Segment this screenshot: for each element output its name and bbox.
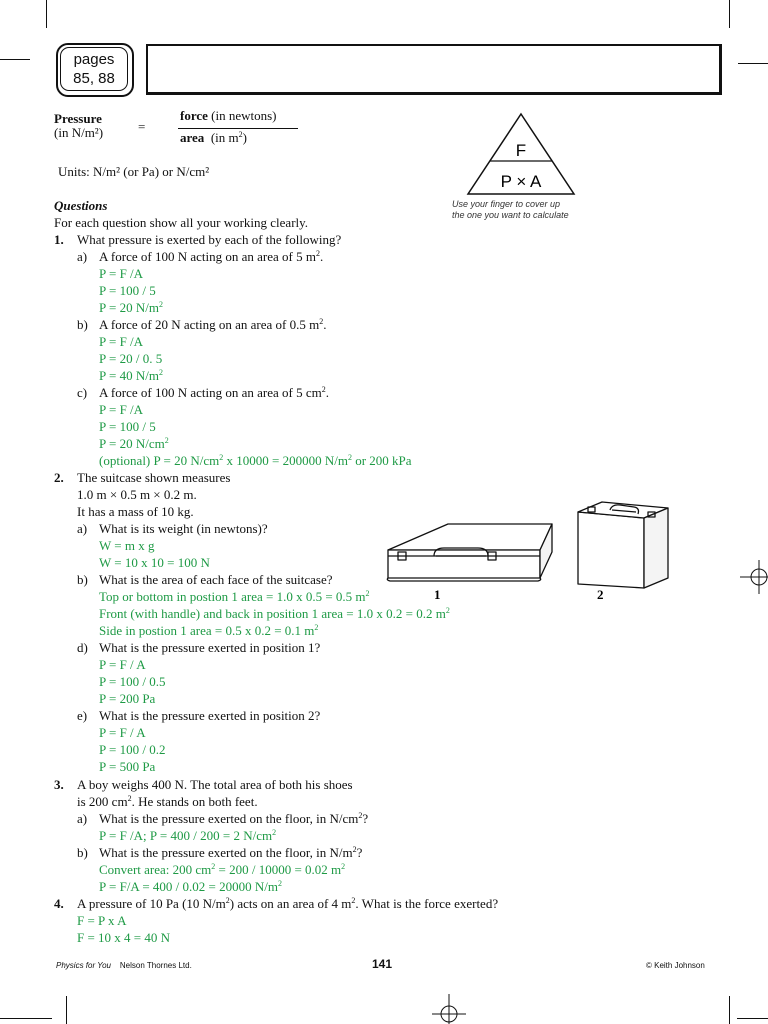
q4-sup-2: 2	[351, 896, 356, 905]
units-line: Units: N/m² (or Pa) or N/cm²	[58, 164, 210, 179]
q2d-ans-3: P = 200 Pa	[99, 691, 156, 706]
suitcase-label-1: 1	[434, 587, 441, 602]
q2e-ans-3: P = 500 Pa	[99, 759, 156, 774]
q1a-label: a)	[77, 249, 88, 264]
crop-mark-top-left-h	[0, 59, 30, 60]
crop-mark-bottom-left-v	[66, 996, 67, 1024]
q4-ans-1: F = P x A	[77, 913, 127, 928]
crop-mark-top-left-v	[46, 0, 47, 28]
triangle-caption	[452, 199, 569, 221]
q2b-ans-3-main: Side in postion 1 area = 0.5 x 0.2 = 0.1 m	[99, 623, 315, 638]
q1a-text-main: A force of 100 N acting on an area of 5 m	[99, 249, 316, 264]
triangle-bottom-text: P × A	[500, 172, 542, 191]
q1a-ans-1: P = F /A	[99, 266, 144, 281]
q2-dims: 1.0 m × 0.5 m × 0.2 m.	[77, 487, 197, 502]
q1c-opt-sup-2: 2	[347, 453, 352, 462]
q3a-ans-main: P = F /A; P = 400 / 200 = 2 N/cm	[99, 828, 273, 843]
q3a-text-main: What is the pressure exerted on the floor, in N/cm	[99, 811, 359, 826]
q3-number: 3.	[54, 777, 64, 792]
q2e-label: e)	[77, 708, 88, 723]
triangle-caption-1: Use your finger to cover up	[452, 199, 561, 209]
footer-publisher: Nelson Thornes Ltd.	[119, 961, 192, 970]
q1c-ans-3-sup: 2	[164, 436, 169, 445]
q1c-opt-1: (optional) P = 20 N/cm	[99, 453, 220, 468]
denominator-unit: (in m	[210, 130, 239, 145]
formula-numerator	[180, 107, 277, 124]
q1a-ans-3-main: P = 20 N/m	[99, 300, 159, 315]
crop-mark-bottom-right-v	[729, 996, 730, 1024]
page-number: 141	[372, 957, 393, 971]
q1c-ans-2: P = 100 / 5	[99, 419, 156, 434]
q3b-text-end: ?	[356, 845, 363, 860]
q3-text: A boy weighs 400 N. The total area of both his shoes	[77, 777, 353, 792]
numerator-unit: (in newtons)	[211, 108, 277, 123]
q3b-ans-1b: = 200 / 10000 = 0.02 m	[215, 862, 342, 877]
q2b-ans-2-main: Front (with handle) and back in position 1 area = 1.0 x 0.2 = 0.2 m	[99, 606, 446, 621]
q3-text-2-sup: 2	[127, 794, 132, 803]
registration-mark-right	[740, 560, 768, 594]
suitcase-illustrations	[382, 498, 692, 608]
registration-mark-bottom	[432, 994, 466, 1024]
pages-label	[60, 50, 128, 88]
q3b-ans-1a: Convert area: 200 cm	[99, 862, 212, 877]
pages-label-line1: pages	[73, 51, 115, 68]
q2d-label: d)	[77, 640, 88, 655]
q4-sup-1: 2	[225, 896, 230, 905]
suitcase-label-2: 2	[597, 587, 604, 602]
q2d-ans-1: P = F / A	[99, 657, 146, 672]
q2a-text: What is its weight (in newtons)?	[99, 521, 268, 536]
q2d-text: What is the pressure exerted in position 1?	[99, 640, 321, 655]
crop-mark-bottom-left-h	[0, 1018, 52, 1019]
footer-left	[56, 961, 192, 970]
q4-text-b: ) acts on an area of 4 m	[229, 896, 352, 911]
q3a-sup: 2	[358, 811, 363, 820]
q1c-label: c)	[77, 385, 88, 400]
q2-mass: It has a mass of 10 kg.	[77, 504, 194, 519]
suitcase-position-1	[387, 524, 552, 581]
q3a-label: a)	[77, 811, 88, 826]
crop-mark-top-right-h	[738, 63, 768, 64]
q3a-ans	[99, 827, 276, 844]
q1b-ans-2: P = 20 / 0. 5	[99, 351, 163, 366]
q1b-text	[99, 316, 326, 333]
q3b-ans-1	[99, 861, 345, 878]
pressure-label: Pressure	[54, 111, 102, 126]
q1a-ans-2: P = 100 / 5	[99, 283, 156, 298]
q4-text-a: A pressure of 10 Pa (10 N/m	[77, 896, 226, 911]
q1b-text-main: A force of 20 N acting on an area of 0.5 m	[99, 317, 320, 332]
q2b-ans-1	[99, 588, 370, 605]
formula-equals: =	[138, 119, 146, 134]
triangle-caption-2: the one you want to calculate	[452, 210, 569, 220]
q1a-text-end: .	[319, 249, 324, 264]
q4-text-c: . What is the force exerted?	[355, 896, 499, 911]
q1a-ans-3-sup: 2	[158, 300, 163, 309]
q1c-opt-sup-1: 2	[219, 453, 224, 462]
q2a-ans-1: W = m x g	[99, 538, 155, 553]
questions-heading: Questions	[54, 198, 108, 213]
q3-text-2	[77, 793, 258, 810]
title-box	[146, 44, 722, 95]
q3b-text-main: What is the pressure exerted on the floor, in N/m	[99, 845, 353, 860]
q2b-ans-1-main: Top or bottom in postion 1 area = 1.0 x 0.5 = 0.5 m	[99, 589, 366, 604]
formula-triangle	[462, 110, 580, 198]
q2b-ans-3	[99, 622, 318, 639]
q1b-sup: 2	[319, 317, 324, 326]
q3b-ans-1-sup-1: 2	[211, 862, 216, 871]
q3a-text	[99, 810, 368, 827]
q2e-ans-2: P = 100 / 0.2	[99, 742, 166, 757]
q1c-text-main: A force of 100 N acting on an area of 5 cm	[99, 385, 322, 400]
q1c-text-end: .	[325, 385, 329, 400]
intro-text: For each question show all your working clearly.	[54, 215, 309, 230]
q2b-ans-2-sup: 2	[445, 606, 450, 615]
q2d-ans-2: P = 100 / 0.5	[99, 674, 166, 689]
footer-book-title: Physics for You	[56, 961, 111, 970]
q1a-sup: 2	[315, 249, 320, 258]
q3b-ans-2-sup: 2	[277, 879, 282, 888]
q4-number: 4.	[54, 896, 64, 911]
q1b-ans-1: P = F /A	[99, 334, 144, 349]
crop-mark-top-right-v	[729, 0, 730, 28]
q3b-ans-2-main: P = F/A = 400 / 0.02 = 20000 N/m	[99, 879, 278, 894]
q3b-ans-1-sup-2: 2	[341, 862, 346, 871]
q3b-text	[99, 844, 362, 861]
q1c-optional	[99, 452, 412, 469]
q1c-sup: 2	[321, 385, 326, 394]
crop-mark-bottom-right-h	[737, 1018, 768, 1019]
q3a-ans-sup: 2	[272, 828, 277, 837]
q2b-text: What is the area of each face of the suitcase?	[99, 572, 333, 587]
pressure-unit: (in N/m²)	[54, 125, 104, 140]
q3-text-2a: is 200 cm	[77, 794, 128, 809]
numerator-word: force	[180, 108, 208, 123]
formula-denominator	[180, 129, 247, 146]
q4-text	[77, 895, 498, 912]
triangle-top-text: F	[515, 141, 527, 160]
q1-number: 1.	[54, 232, 64, 247]
q2e-ans-1: P = F / A	[99, 725, 146, 740]
q1c-text	[99, 384, 329, 401]
footer-copyright: © Keith Johnson	[646, 961, 705, 970]
q1c-ans-3	[99, 435, 169, 452]
suitcase-position-2	[578, 502, 668, 588]
q2b-ans-3-sup: 2	[314, 623, 319, 632]
q3b-label: b)	[77, 845, 88, 860]
q1a-ans-3	[99, 299, 163, 316]
q2b-label: b)	[77, 572, 88, 587]
pages-label-line2: 85, 88	[73, 70, 115, 87]
q2b-ans-1-sup: 2	[365, 589, 370, 598]
q1b-ans-3	[99, 367, 163, 384]
q3-text-2b: . He stands on both feet.	[131, 794, 258, 809]
q1b-ans-3-main: P = 40 N/m	[99, 368, 159, 383]
q1c-ans-3-main: P = 20 N/cm	[99, 436, 165, 451]
q1c-opt-3: or 200 kPa	[351, 453, 412, 468]
q4-ans-2: F = 10 x 4 = 40 N	[77, 930, 171, 945]
q1b-ans-3-sup: 2	[158, 368, 163, 377]
q3b-ans-2	[99, 878, 282, 895]
q1-text: What pressure is exerted by each of the following?	[77, 232, 342, 247]
q1b-label: b)	[77, 317, 88, 332]
q2-number: 2.	[54, 470, 64, 485]
denominator-word: area	[180, 130, 205, 145]
q1a-text	[99, 248, 323, 265]
q1c-ans-1: P = F /A	[99, 402, 144, 417]
denominator-sup: 2	[238, 130, 243, 139]
q1c-opt-2: x 10000 = 200000 N/m	[223, 453, 348, 468]
q2-text: The suitcase shown measures	[77, 470, 231, 485]
denominator-unit-end: )	[242, 130, 247, 145]
q2e-text: What is the pressure exerted in position 2?	[99, 708, 321, 723]
q1b-text-end: .	[323, 317, 327, 332]
q2a-ans-2: W = 10 x 10 = 100 N	[99, 555, 210, 570]
q3a-text-end: ?	[362, 811, 369, 826]
q2a-label: a)	[77, 521, 88, 536]
q3b-sup: 2	[352, 845, 357, 854]
